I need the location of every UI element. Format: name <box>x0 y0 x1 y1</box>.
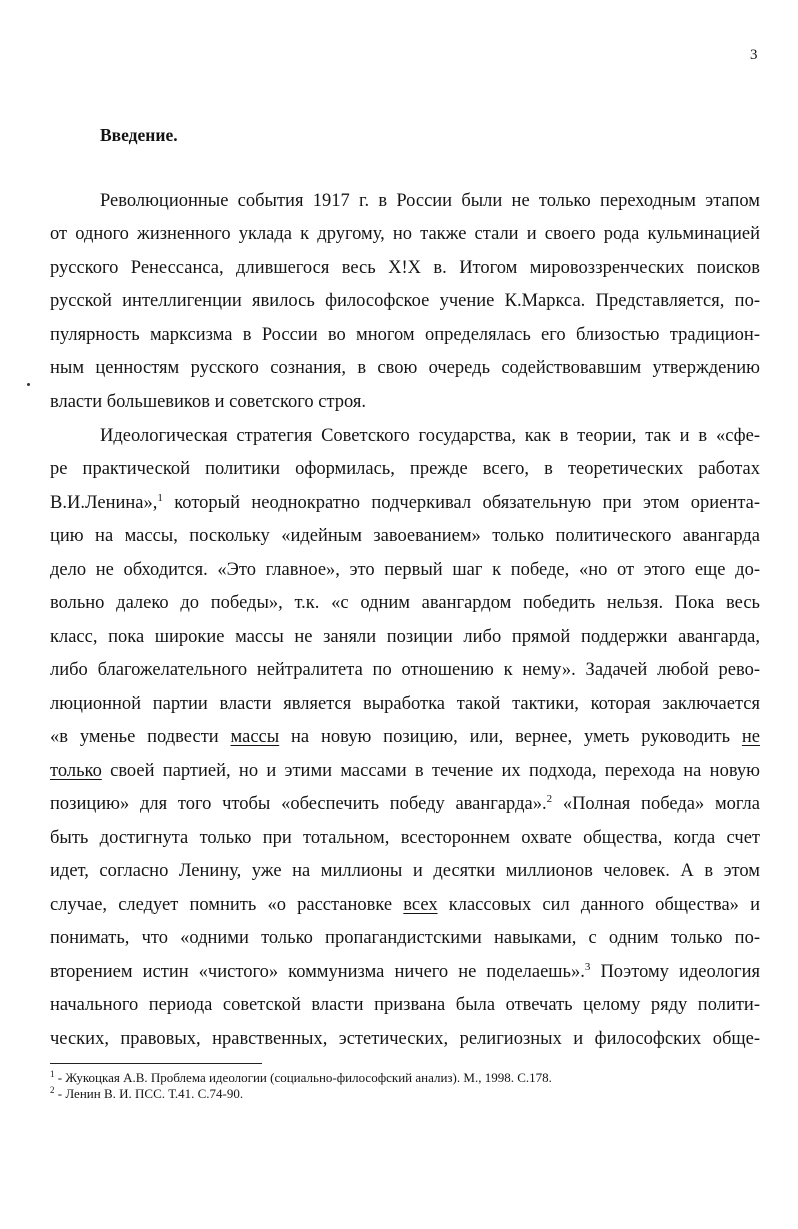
text-line <box>50 759 760 783</box>
text-line <box>50 893 760 917</box>
page-number: 3 <box>750 47 758 63</box>
text-run: на новую позицию, или, вернее, уметь руководить <box>279 727 742 747</box>
text-line: понимать, что «одними только пропагандистскими навыками, с одним только по- <box>50 928 760 948</box>
text-run: случае, следует помнить «о расстановке <box>50 895 404 915</box>
underlined-word: массы <box>230 727 280 747</box>
footnote-number: 2 <box>50 1085 55 1095</box>
text-line: ческих, правовых, нравственных, эстетических, религиозных и философских обще- <box>50 1029 760 1049</box>
footnote-separator <box>50 1063 262 1064</box>
text-line: люционной партии власти является выработка такой тактики, которая заключается <box>50 694 760 714</box>
text-line: вольно далеко до победы», т.к. «с одним авангардом победить нельзя. Пока весь <box>50 593 760 613</box>
text-run: вторением истин «чистого» коммунизма ничего не поделаешь». <box>50 962 585 982</box>
text-line: пулярность марксизма в России во многом определялась его близостью традицион- <box>50 325 760 345</box>
text-run: В.И.Ленина», <box>50 493 158 513</box>
text-line: идет, согласно Ленину, уже на миллионы и десятки миллионов человек. А в этом <box>50 861 760 881</box>
text-run: классовых сил данного общества» и <box>437 895 760 915</box>
text-line <box>50 960 760 984</box>
text-line: цию на массы, поскольку «идейным завоеванием» только политического авангарда <box>50 526 760 546</box>
text-line <box>50 491 760 515</box>
text-line: быть достигнута только при тотальном, всестороннем охвате общества, когда счет <box>50 828 760 848</box>
footnote-ref: 3 <box>584 961 591 973</box>
underlined-word: не <box>741 727 760 747</box>
underlined-word: только <box>50 761 102 781</box>
footnote-text: - Жукоцкая А.В. Проблема идеологии (социально-философский анализ). М., 1998. С.178. <box>54 1070 552 1085</box>
footnote-number: 1 <box>50 1069 55 1079</box>
text-line: русской интеллигенции явилось философское учение К.Маркса. Представляется, по- <box>50 291 760 311</box>
text-line: ным ценностям русского сознания, в свою очередь содействовавшим утверждению <box>50 358 760 378</box>
footnote <box>50 1086 243 1102</box>
text-line: ре практической политики оформилась, прежде всего, в теоретических работах <box>50 459 760 479</box>
text-line: начального периода советской власти призвана была отвечать целому ряду полити- <box>50 995 760 1015</box>
footnote-ref: 2 <box>546 793 553 805</box>
text-line: класс, пока широкие массы не заняли позиции либо прямой поддержки авангарда, <box>50 627 760 647</box>
text-line: либо благожелательного нейтралитета по отношению к нему». Задачей любой рево- <box>50 660 760 680</box>
text-line: дело не обходится. «Это главное», это первый шаг к победе, «но от этого еще до- <box>50 560 760 580</box>
text-run: позицию» для того чтобы «обеспечить победу авангарда». <box>50 794 547 814</box>
text-line <box>50 725 760 749</box>
text-line: Идеологическая стратегия Советского государства, как в теории, так и в «сфе- <box>100 426 760 446</box>
text-run: Поэтому идеология <box>590 962 761 982</box>
footnote-ref: 1 <box>157 492 163 504</box>
text-line: русского Ренессанса, длившегося весь Х!Х в. Итогом мировоззренческих поисков <box>50 258 760 278</box>
text-line <box>50 792 760 816</box>
footnote <box>50 1070 552 1086</box>
text-run: «Полная победа» могла <box>552 794 760 814</box>
text-line: Революционные события 1917 г. в России были не только переходным этапом <box>100 191 760 211</box>
text-run: своей партией, но и этими массами в течение их подхода, перехода на новую <box>101 761 760 781</box>
footnote-text: - Ленин В. И. ПСС. Т.41. С.74-90. <box>54 1086 244 1101</box>
text-run: который неоднократно подчеркивал обязательную при этом ориента- <box>162 493 760 513</box>
scan-speck <box>27 383 30 386</box>
section-heading: Введение. <box>100 125 178 145</box>
underlined-word: всех <box>403 895 438 915</box>
text-run: «в уменье подвести <box>50 727 231 747</box>
text-line: от одного жизненного уклада к другому, но также стали и своего рода кульминацией <box>50 224 760 244</box>
text-line: власти большевиков и советского строя. <box>50 392 367 412</box>
